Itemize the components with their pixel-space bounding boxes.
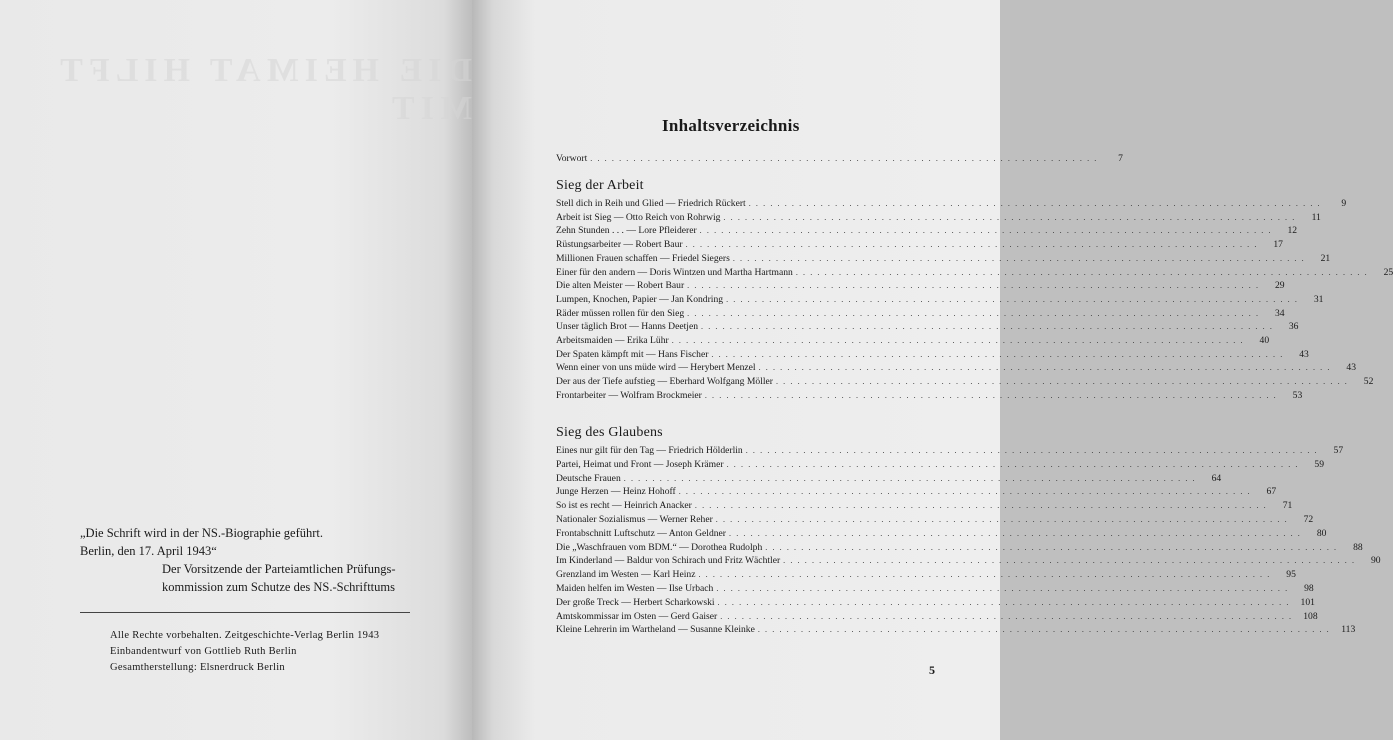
toc-entry-title: Räder müssen rollen für den Sieg <box>556 307 685 319</box>
toc-leader-dots: . . . . . . . . . . . . . . . . . . . . . . . . . . . . . . . . . . . . . . . . . . . . . . . . . . . . . . . . . . . . . . . . . . . . . . . . . . . . . . . . <box>699 226 1273 236</box>
imprint-line-1: Alle Rechte vorbehalten. Zeitgeschichte-Verlag Berlin 1943 <box>110 630 380 641</box>
toc-leader-dots: . . . . . . . . . . . . . . . . . . . . . . . . . . . . . . . . . . . . . . . . . . . . . . . . . . . . . . . . . . . . . . . . . . . . . . . . . . . . . . . . <box>623 473 1197 483</box>
toc-leader-dots: . . . . . . . . . . . . . . . . . . . . . . . . . . . . . . . . . . . . . . . . . . . . . . . . . . . . . . . . . . . . . . . . . . . . . . . . . . . . . . . . <box>715 515 1289 524</box>
toc-entry-title: Arbeitsmaiden — Erika Lühr <box>556 335 669 346</box>
toc-leader-dots: . . . . . . . . . . . . . . . . . . . . . . . . . . . . . . . . . . . . . . . . . . . . . . . . . . . . . . . . . . . . . . . . . . . . . . . . . . . . . . . . <box>716 584 1289 593</box>
imprint <box>110 628 379 676</box>
toc-entry <box>556 554 1381 568</box>
page-number: 5 <box>929 663 935 677</box>
toc-entry <box>556 361 1356 375</box>
toc-entry-title: Die alten Meister — Robert Baur <box>556 280 685 292</box>
toc-title: Inhaltsverzeichnis <box>662 116 800 135</box>
toc-entry-vorwort <box>556 152 1123 166</box>
toc-leader-dots: . . . . . . . . . . . . . . . . . . . . . . . . . . . . . . . . . . . . . . . . . . . . . . . . . . . . . . . . . . . . . . . . . . . . . . . . . . . . . . . . <box>717 597 1290 607</box>
imprint-line-2: Einbandentwurf von Gottlieb Ruth Berlin <box>110 646 297 657</box>
toc-entry <box>556 211 1321 225</box>
toc-entry-page: 72 <box>1303 514 1314 525</box>
toc-entry-page: 29 <box>1274 280 1285 292</box>
toc-leader-dots: . . . . . . . . . . . . . . . . . . . . . . . . . . . . . . . . . . . . . . . . . . . . . . . . . . . . . . . . . . . . . . . . . . . . . . . . . . . . . . . . <box>694 501 1268 511</box>
toc-leader-dots: . . . . . . . . . . . . . . . . . . . . . . . . . . . . . . . . . . . . . . . . . . . . . . . . . . . . . . . . . . . . . . . . . . . . . . . . . . . . . . . . <box>726 459 1299 469</box>
toc-entry-page: 80 <box>1316 527 1327 539</box>
toc-leader-dots: . . . . . . . . . . . . . . . . . . . . . . . . . . . . . . . . . . . . . . . . . . . . . . . . . . . . . . . . . . . . . . . . . . . . . . . . . . . . . . . . <box>757 625 1331 635</box>
toc-entry-page: 67 <box>1266 486 1277 498</box>
toc-leader-dots: . . . . . . . . . . . . . . . . . . . . . . . . . . . . . . . . . . . . . . . . . . . . . . . . . . . . . . . . . . . . . . . . . . . . . . . . . . . . . . . . <box>687 281 1260 291</box>
toc-entry-title: Vorwort <box>556 153 588 164</box>
toc-entry-title: Einer für den andern — Doris Wintzen und Martha Hartmann <box>556 266 793 278</box>
toc-leader-dots: . . . . . . . . . . . . . . . . . . . . . . . . . . . . . . . . . . . . . . . . . . . . . . . . . . . . . . . . . . . . . . . . . . . . . . . . . . . . . . . . <box>678 487 1252 497</box>
toc-leader-dots: . . . . . . . . . . . . . . . . . . . . . . . . . . . . . . . . . . . . . . . . . . . . . . . . . . . . . . . . . . . . . . . . . . . . . . . . . . . . . . . . <box>720 611 1293 621</box>
toc-entry <box>556 266 1393 280</box>
toc-entry <box>556 472 1222 486</box>
toc-leader-dots: . . . . . . . . . . . . . . . . . . . . . . . . . . . . . . . . . . . . . . . . . . . . . . . . . . . . . . . . . . . . . . . . . . . . . . . . . . . . . . . . <box>671 336 1245 345</box>
toc-leader-dots: . . . . . . . . . . . . . . . . . . . . . . . . . . . . . . . . . . . . . . . . . . . . . . . . . . . . . . . . . . . . . . . . . . . . . . . . . . . . . . . . <box>732 253 1306 263</box>
toc-entry-page: 57 <box>1333 445 1344 456</box>
toc-entry <box>556 279 1285 293</box>
toc-entry-title: Unser täglich Brot — Hanns Deetjen <box>556 321 699 333</box>
toc-leader-dots: . . . . . . . . . . . . . . . . . . . . . . . . . . . . . . . . . . . . . . . . . . . . . . . . . . . . . . . . . . . . . . . . . . . . . . . . . . . . . . . . <box>701 322 1274 332</box>
toc-entry-title: Im Kinderland — Baldur von Schirach und Fritz Wächtler <box>556 555 781 567</box>
toc-entry-page: 108 <box>1303 610 1318 622</box>
toc-entry <box>556 197 1347 211</box>
toc-entry <box>556 541 1363 555</box>
toc-leader-dots: . . . . . . . . . . . . . . . . . . . . . . . . . . . . . . . . . . . . . . . . . . . . . . . . . . . . . . . . . . . . . . . . . . . . . . . . . . . . . . . . <box>685 240 1258 250</box>
toc-entry-title: Millionen Frauen schaffen — Friedel Siegers <box>556 252 730 264</box>
toc-entry-title: Eines nur gilt für den Tag — Friedrich Hölderlin <box>556 445 743 456</box>
notice-line-4: kommission zum Schutze des NS.-Schrifttums <box>162 580 395 594</box>
notice-line-1: „Die Schrift wird in der NS.-Biographie geführt. <box>80 526 323 540</box>
section-heading-arbeit: Sieg der Arbeit <box>556 178 644 193</box>
toc-entry <box>556 389 1303 403</box>
toc-entry-title: Rüstungsarbeiter — Robert Baur <box>556 239 683 251</box>
toc-entry-title: Frontarbeiter — Wolfram Brockmeier <box>556 389 702 401</box>
toc-entry <box>556 596 1315 610</box>
toc-entry-page: 59 <box>1314 458 1324 470</box>
toc-entry <box>556 375 1374 389</box>
toc-entry <box>556 527 1327 541</box>
toc-entry <box>556 334 1270 348</box>
toc-entry-page: 25 <box>1383 266 1393 278</box>
toc-entry-page: 9 <box>1341 198 1347 209</box>
toc-entry-page: 40 <box>1259 335 1270 346</box>
toc-entry-page: 34 <box>1274 307 1285 319</box>
imprint-line-3: Gesamtherstellung: Elsnerdruck Berlin <box>110 662 285 673</box>
toc-leader-dots: . . . . . . . . . . . . . . . . . . . . . . . . . . . . . . . . . . . . . . . . . . . . . . . . . . . . . . . . . . . . . . . . . . . . . . . . . . . . . . . . <box>704 390 1278 400</box>
toc-leader-dots: . . . . . . . . . . . . . . . . . . . . . . . . . . . . . . . . . . . . . . . . . . . . . . . . . . . . . . . . . . . . . . . . . . . . . . . . . . . . . . . . <box>698 570 1271 580</box>
toc-entry-page: 17 <box>1273 239 1283 251</box>
notice-line-3: Der Vorsitzende der Parteiamtlichen Prüfungs- <box>162 562 396 576</box>
toc-leader-dots: . . . . . . . . . . . . . . . . . . . . . . . . . . . . . . . . . . . . . . . . . . . . . . . . . . . . . . . . . . . . . . . . . . . . . . . <box>590 154 1098 163</box>
show-through-text: DIE HEIMAT HILFT MIT <box>54 52 472 127</box>
toc-entry-page: 90 <box>1370 555 1381 567</box>
toc-entry-title: Der Spaten kämpft mit — Hans Fischer <box>556 348 709 360</box>
toc-leader-dots: . . . . . . . . . . . . . . . . . . . . . . . . . . . . . . . . . . . . . . . . . . . . . . . . . . . . . . . . . . . . . . . . . . . . . . . . . . . . . . . . <box>729 528 1302 538</box>
toc-entry-title: Zehn Stunden . . . — Lore Pfleiderer <box>556 225 697 237</box>
toc-entry-title: Grenzland im Westen — Karl Heinz <box>556 569 696 581</box>
toc-entry-page: 95 <box>1286 569 1296 581</box>
toc-entry-page: 64 <box>1211 472 1222 484</box>
toc-leader-dots: . . . . . . . . . . . . . . . . . . . . . . . . . . . . . . . . . . . . . . . . . . . . . . . . . . . . . . . . . . . . . . . . . . . . . . . . . . . . . . . . <box>711 349 1284 359</box>
toc-entry-title: Die „Waschfrauen vom BDM.“ — Dorothea Rudolph <box>556 541 763 553</box>
toc-leader-dots: . . . . . . . . . . . . . . . . . . . . . . . . . . . . . . . . . . . . . . . . . . . . . . . . . . . . . . . . . . . . . . . . . . . . . . . . . . . . . . . . <box>723 212 1296 222</box>
toc-leader-dots: . . . . . . . . . . . . . . . . . . . . . . . . . . . . . . . . . . . . . . . . . . . . . . . . . . . . . . . . . . . . . . . . . . . . . . . . . . . . . . . . <box>795 267 1369 277</box>
toc-leader-dots: . . . . . . . . . . . . . . . . . . . . . . . . . . . . . . . . . . . . . . . . . . . . . . . . . . . . . . . . . . . . . . . . . . . . . . . . . . . . . . . . <box>748 199 1322 208</box>
toc-entry <box>556 320 1299 334</box>
toc-entry <box>556 623 1356 637</box>
toc-entry-page: 36 <box>1288 321 1299 333</box>
toc-entry-title: Junge Herzen — Heinz Hohoff <box>556 486 676 498</box>
toc-entry-page: 53 <box>1292 389 1303 401</box>
toc-entry-title: Wenn einer von uns müde wird — Herybert Menzel <box>556 362 756 374</box>
toc-entry-page: 7 <box>1118 153 1123 164</box>
toc-entry <box>556 307 1285 321</box>
toc-entry-page: 88 <box>1353 541 1363 553</box>
toc-entry-title: Kleine Lehrerin im Wartheland — Susanne Kleinke <box>556 624 755 636</box>
toc-entry <box>556 582 1314 596</box>
toc-entry <box>556 444 1344 458</box>
toc-entry-title: Partei, Heimat und Front — Joseph Krämer <box>556 458 724 470</box>
censorship-notice <box>80 524 420 596</box>
toc-entry <box>556 513 1314 527</box>
toc-entry-title: Lumpen, Knochen, Papier — Jan Kondring <box>556 293 724 305</box>
toc-entry-page: 101 <box>1300 596 1315 608</box>
divider-rule <box>80 612 410 613</box>
toc-entry-title: Arbeit ist Sieg — Otto Reich von Rohrwig <box>556 211 721 223</box>
toc-entry-title: Amtskommissar im Osten — Gerd Gaiser <box>556 610 718 622</box>
toc-leader-dots: . . . . . . . . . . . . . . . . . . . . . . . . . . . . . . . . . . . . . . . . . . . . . . . . . . . . . . . . . . . . . . . . . . . . . . . . . . . . . . . . <box>783 556 1356 566</box>
toc-entry <box>556 499 1293 513</box>
toc-entry-title: Der aus der Tiefe aufstieg — Eberhard Wolfgang Möller <box>556 376 773 388</box>
toc-leader-dots: . . . . . . . . . . . . . . . . . . . . . . . . . . . . . . . . . . . . . . . . . . . . . . . . . . . . . . . . . . . . . . . . . . . . . . . . . . . . . . . . <box>775 377 1349 387</box>
toc-entry-page: 31 <box>1313 293 1324 305</box>
toc-entry-page: 12 <box>1287 225 1298 237</box>
notice-line-2: Berlin, den 17. April 1943“ <box>80 544 217 558</box>
toc-entry-page: 113 <box>1341 624 1356 636</box>
toc-leader-dots: . . . . . . . . . . . . . . . . . . . . . . . . . . . . . . . . . . . . . . . . . . . . . . . . . . . . . . . . . . . . . . . . . . . . . . . . . . . . . . . . <box>745 446 1319 455</box>
toc-entry <box>556 610 1318 624</box>
toc-entry <box>556 293 1324 307</box>
toc-leader-dots: . . . . . . . . . . . . . . . . . . . . . . . . . . . . . . . . . . . . . . . . . . . . . . . . . . . . . . . . . . . . . . . . . . . . . . . . . . . . . . . . <box>726 294 1299 304</box>
toc-entry-page: 21 <box>1320 252 1331 264</box>
toc-leader-dots: . . . . . . . . . . . . . . . . . . . . . . . . . . . . . . . . . . . . . . . . . . . . . . . . . . . . . . . . . . . . . . . . . . . . . . . . . . . . . . . . <box>687 308 1260 318</box>
toc-entry-page: 71 <box>1282 500 1293 512</box>
toc-entry-title: So ist es recht — Heinrich Anacker <box>556 500 692 512</box>
toc-entry-title: Deutsche Frauen <box>556 472 621 484</box>
toc-entry-title: Stell dich in Reih und Glied — Friedrich Rückert <box>556 198 746 209</box>
toc-entry-title: Der große Treck — Herbert Scharkowski <box>556 596 715 608</box>
toc-entry-title: Nationaler Sozialismus — Werner Reher <box>556 514 713 525</box>
toc-entry <box>556 348 1309 362</box>
toc-leader-dots: . . . . . . . . . . . . . . . . . . . . . . . . . . . . . . . . . . . . . . . . . . . . . . . . . . . . . . . . . . . . . . . . . . . . . . . . . . . . . . . . <box>765 542 1338 552</box>
toc-leader-dots: . . . . . . . . . . . . . . . . . . . . . . . . . . . . . . . . . . . . . . . . . . . . . . . . . . . . . . . . . . . . . . . . . . . . . . . . . . . . . . . . <box>758 363 1331 373</box>
toc-entry <box>556 485 1277 499</box>
toc-entry <box>556 458 1324 472</box>
toc-entry-page: 11 <box>1311 211 1321 223</box>
toc-entry <box>556 224 1298 238</box>
toc-entry <box>556 568 1296 582</box>
toc-entry-page: 43 <box>1299 348 1309 360</box>
toc-entry-title: Frontabschnitt Luftschutz — Anton Geldner <box>556 527 726 539</box>
left-page <box>0 0 472 740</box>
toc-entry-page: 98 <box>1304 583 1314 594</box>
toc-entry <box>556 238 1283 252</box>
section-heading-glauben: Sieg des Glaubens <box>556 425 663 440</box>
toc-entry-page: 52 <box>1363 376 1374 388</box>
toc-entry-title: Maiden helfen im Westen — Ilse Urbach <box>556 583 714 594</box>
toc-entry <box>556 252 1331 266</box>
toc-entry-page: 43 <box>1346 362 1356 374</box>
